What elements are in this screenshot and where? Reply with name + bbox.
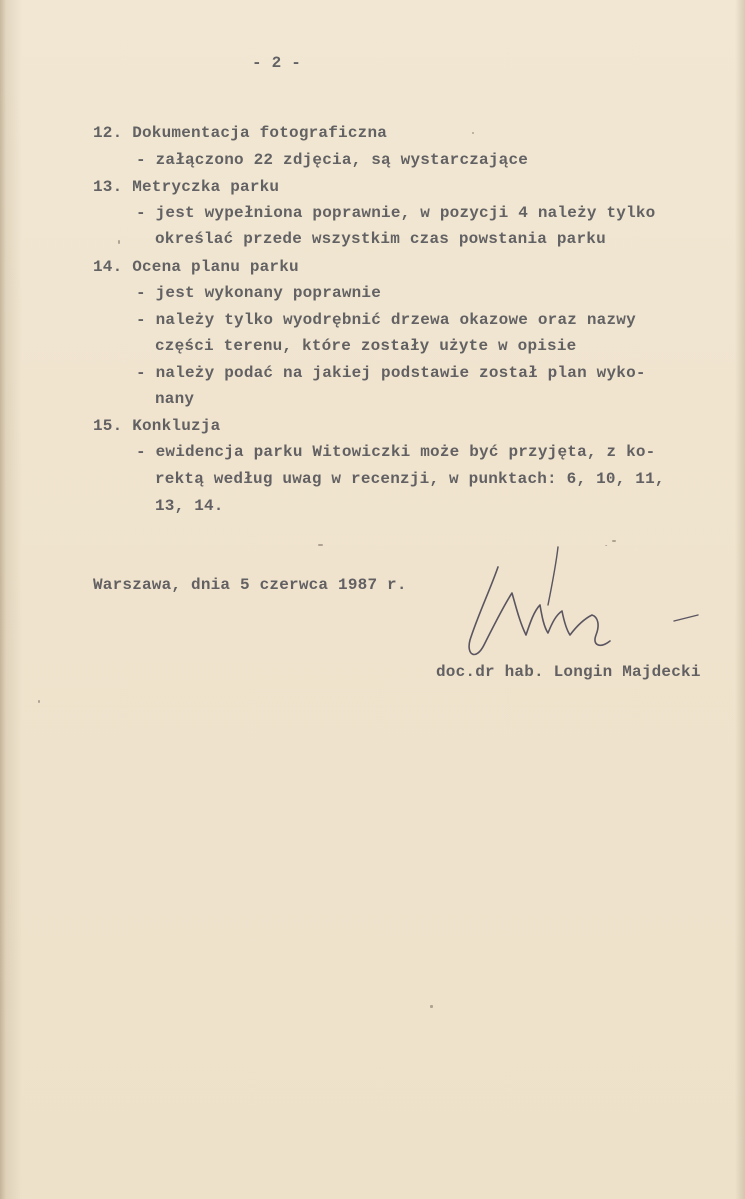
item-15-note-line-1: - ewidencja parku Witowiczki może być przyjęta, z ko- [136, 443, 656, 461]
item-13-note-line-2: określać przede wszystkim czas powstania parku [155, 230, 606, 248]
handwritten-signature [460, 545, 710, 675]
paper-speck [430, 1005, 433, 1008]
paper-speck [472, 132, 474, 134]
item-14-note-2-line-1: - należy tylko wyodrębnić drzewa okazowe oraz nazwy [136, 311, 636, 329]
place-and-date: Warszawa, dnia 5 czerwca 1987 r. [93, 576, 407, 594]
item-15-note-line-2: rektą według uwag w recenzji, w punktach: 6, 10, 11, [155, 470, 665, 488]
item-14-heading: 14. Ocena planu parku [93, 258, 299, 276]
paper-speck [612, 540, 616, 542]
page-number: - 2 - [252, 54, 302, 72]
item-14-note-1: - jest wykonany poprawnie [136, 284, 382, 302]
item-12-note: - załączono 22 zdjęcia, są wystarczające [136, 151, 529, 169]
paper-speck [118, 240, 120, 244]
paper-speck [38, 700, 40, 703]
paper-speck [318, 544, 323, 546]
signatory-name: doc.dr hab. Longin Majdecki [436, 663, 701, 681]
item-14-note-2-line-2: części terenu, które zostały użyte w opisie [155, 337, 577, 355]
item-13-heading: 13. Metryczka parku [93, 178, 280, 196]
item-15-heading: 15. Konkluzja [93, 417, 221, 435]
item-12-heading: 12. Dokumentacja fotograficzna [93, 124, 388, 142]
item-13-note-line-1: - jest wypełniona poprawnie, w pozycji 4 należy tylko [136, 204, 656, 222]
item-14-note-3-line-2: nany [155, 390, 195, 408]
item-14-note-3-line-1: - należy podać na jakiej podstawie został plan wyko- [136, 364, 646, 382]
item-15-note-line-3: 13, 14. [155, 497, 224, 515]
